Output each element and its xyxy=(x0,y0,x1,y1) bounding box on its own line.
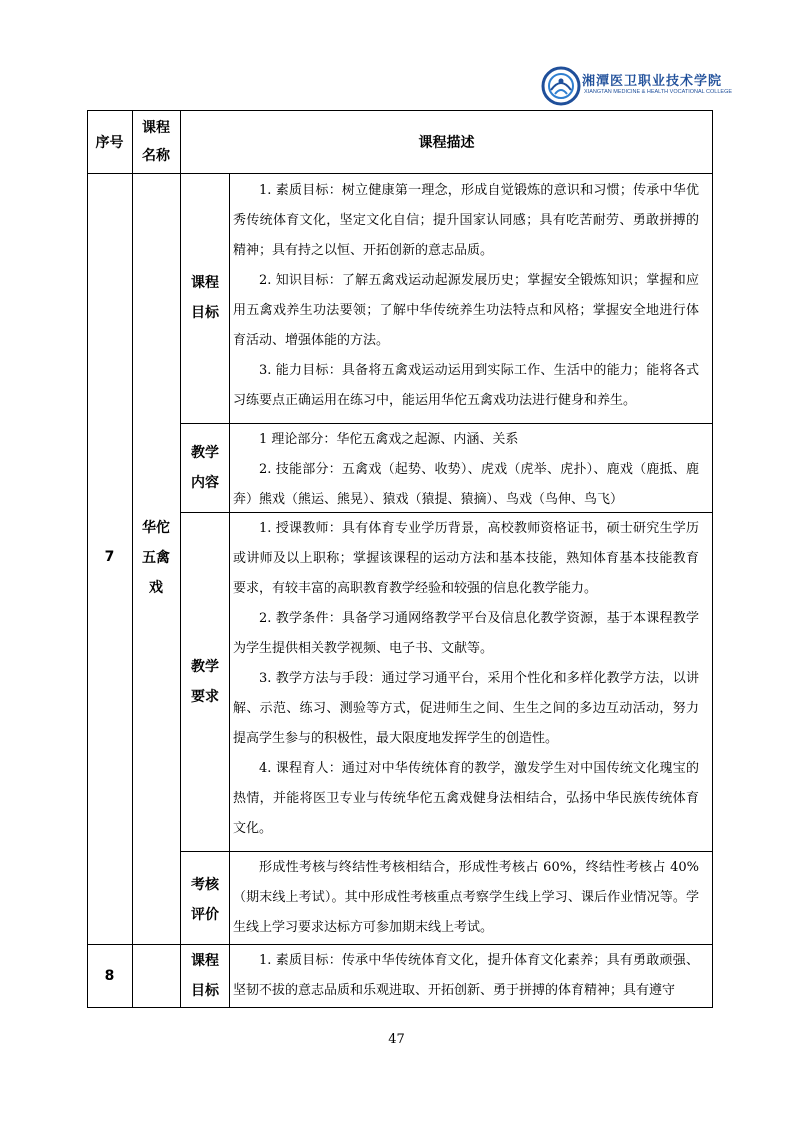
table-hline xyxy=(180,851,713,852)
section-text-assessment: 形成性考核与终结性考核相结合，形成性考核占 60%，终结性考核占 40%（期末线上考试）。其中形成性考核重点考察学生线上学习、课后作业情况等。学生线上学习要求达标方可参加期末线上考试。 xyxy=(233,860,699,935)
school-name: 湘潭医卫职业技术学院 xyxy=(582,74,723,89)
header-description: 课程描述 xyxy=(418,135,475,151)
table-hline xyxy=(180,423,713,424)
section-label-requirements: 教学 要求 xyxy=(191,659,219,705)
header-course-name-line1: 课程 xyxy=(142,120,170,136)
row-index: 8 xyxy=(104,968,115,984)
table-vline xyxy=(229,174,230,1008)
table-hline xyxy=(87,173,713,174)
header-index: 序号 xyxy=(95,135,124,151)
section-text-content: 1 理论部分：华佗五禽戏之起源、内涵、关系 2. 技能部分：五禽戏（起势、收势）、虎戏（虎举、虎扑）、鹿戏（鹿抵、鹿奔）熊戏（熊运、熊晃）、猿戏（猿提、猿摘）、鸟戏（鸟伸、鸟飞） xyxy=(233,432,699,507)
row-index: 7 xyxy=(104,549,115,565)
course-name: 华佗 五禽 戏 xyxy=(142,520,170,596)
header-course-name-line2: 名称 xyxy=(142,148,170,164)
section-label-goals: 课程 目标 xyxy=(191,275,219,321)
section-label-content: 教学 内容 xyxy=(191,445,219,491)
section-label-assessment: 考核 评价 xyxy=(191,877,219,923)
section-label-goals: 课程 目标 xyxy=(191,953,219,999)
page-number: 47 xyxy=(388,1032,405,1047)
section-text-goals: 1. 素质目标：传承中华传统体育文化，提升体育文化素养；具有勇敢顽强、坚韧不拔的意志品质和乐观进取、开拓创新、勇于拼搏的体育精神；具有遵守 xyxy=(233,953,699,998)
section-text-goals: 1. 素质目标：树立健康第一理念，形成自觉锻炼的意识和习惯；传承中华优秀传统体育文化，坚定文化自信；提升国家认同感；具有吃苦耐劳、勇敢拼搏的精神；具有持之以恒、开拓创新的意志品质。 2. 知识目标：了解五禽戏运动起源发展历史；掌握安全锻炼知识；掌握和应用五禽戏养生功法要领；了解中华传统养生功法特点和风格；掌握安全地进行体育活动、增强体能的方法。 3. 能力目标：具备将五禽戏运动运用到实际工作、生活中的能力；能将各式习练要点正确运用在练习中，能运用华佗五禽戏功法进行健身和养生。 xyxy=(233,183,699,408)
section-text-requirements: 1. 授课教师：具有体育专业学历背景，高校教师资格证书，硕士研究生学历或讲师及以上职称；掌握该课程的运动方法和基本技能，熟知体育基本技能教育要求，有较丰富的高职教育教学经验和较强的信息化教学能力。 2. 教学条件：具备学习通网络教学平台及信息化教学资源，基于本课程教学为学生提供相关教学视频、电子书、文献等。 3. 教学方法与手段：通过学习通平台，采用个性化和多样化教学方法，以讲解、示范、练习、测验等方式，促进师生之间、生生之间的多边互动活动，努力提高学生参与的积极性，最大限度地发挥学生的创造性。 4. 课程育人：通过对中华传统体育的教学，激发学生对中国传统文化瑰宝的热情，并能将医卫专业与传统华佗五禽戏健身法相结合，弘扬中华民族传统体育文化。 xyxy=(233,521,699,836)
school-name-en: XIANGTAN MEDICINE & HEALTH VOCATIONAL COLLEGE xyxy=(584,89,733,95)
table-hline xyxy=(87,944,713,945)
